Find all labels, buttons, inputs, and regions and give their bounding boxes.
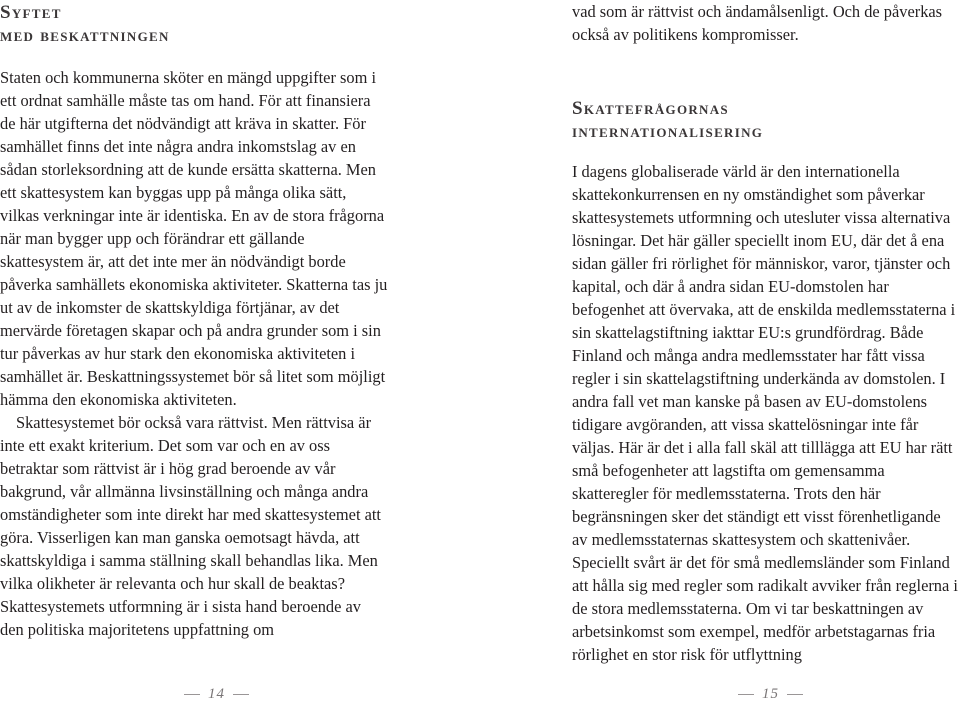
- page-number: [176, 686, 257, 703]
- heading-line: internationalisering: [572, 121, 764, 142]
- folio-dash: [184, 694, 200, 695]
- continued-paragraph: vad som är rättvist och ändamålsenligt. Och de påverkas också av politikens kompromisser.: [572, 2, 943, 44]
- page-number-value: 15: [762, 686, 779, 702]
- heading-line: Skattefrågornas: [572, 98, 729, 119]
- folio-dash: [233, 694, 249, 695]
- body-text: [572, 160, 960, 666]
- paragraph: Skattesystemet bör också vara rättvist. Men rättvisa är inte ett exakt kriterium. Det som var och en av oss betraktar som rättvist är i hög grad beroende av vår bakgrund, vår allmänna livsinställning och många andra omständigheter som inte direkt har med skattesystemet att göra. Visserligen kan man ganska oemotsagt hävda, att skattskyldiga i samma ställning skall behandlas lika. Men vilka olikheter är relevanta och hur skall de beaktas? Skattesystemets utformning är i sista hand beroende av den politiska majoritetens uppfattning om: [0, 413, 381, 639]
- paragraph: Staten och kommunerna sköter en mängd uppgifter som i ett ordnat samhälle måste tas om hand. För att finansiera de här utgifterna det nödvändigt att kräva in skatter. För samhället finns det inte några andra inkomstslag av en sådan storleksordning att de kunde ersätta skatterna. Men ett skattesystem kan byggas upp på många olika sätt, vilkas verkningar inte är identiska. En av de stora frågorna när man bygger upp och förändrar ett gällande skattesystem är, att det inte mer än nödvändigt borde påverka samhällets ekonomiska aktiviteter. Skatterna tas ju ut av de inkomster de skattskyldiga förtjänar, av det mervärde företagen skapar och på andra grunder som i sin tur påverkas av hur stark den ekonomiska aktiviteten i samhället är. Beskattningssystemet bör så litet som möjligt hämma den ekonomiska aktiviteten.: [0, 68, 388, 409]
- page-number: [730, 686, 811, 703]
- paragraph: I dagens globaliserade värld är den internationella skattekonkurrensen en ny omständighet som påverkar skattesystemets utformning och utesluter vissa alternativa lösningar. Det här gäller speciellt inom EU, där det å ena sidan gäller fri rörlighet för människor, varor, tjänster och kapital, och där å andra sidan EU-domstolen har befogenhet att övervaka, att de enskilda medlemsstaterna i sin skattelagstiftning iakttar EU:s grundfördrag. Både Finland och många andra medlemsstater har fått vissa regler i sin skattelagstiftning underkända av domstolen. I andra fall vet man kanske på basen av EU-domstolens tidigare avgöranden, att vissa skattelösningar inte får väljas. Här är det i alla fall skäl att tilllägga att EU har rätt små befogenheter att lagstifta om gemensamma skatteregler för medlemsstaterna. Trots den här begränsningen sker det ständigt ett visst förenhetligande av medlemsstaternas skattesystem och skattenivåer. Speciellt svårt är det för små medlemsländer som Finland att hålla sig med regler som radikalt avviker från reglerna i de stora medlemsstaterna. Om vi tar beskattningen av arbetsinkomst som exempel, medför arbetstagarnas fria rörlighet en stor risk för utflyttning: [572, 162, 958, 664]
- page-number-value: 14: [208, 686, 225, 702]
- folio-dash: [787, 694, 803, 695]
- section-heading: [572, 97, 763, 143]
- body-text: [0, 66, 388, 641]
- section-heading: [0, 1, 170, 47]
- heading-line: med beskattningen: [0, 25, 170, 46]
- folio-dash: [738, 694, 754, 695]
- heading-line: Syftet: [0, 2, 62, 23]
